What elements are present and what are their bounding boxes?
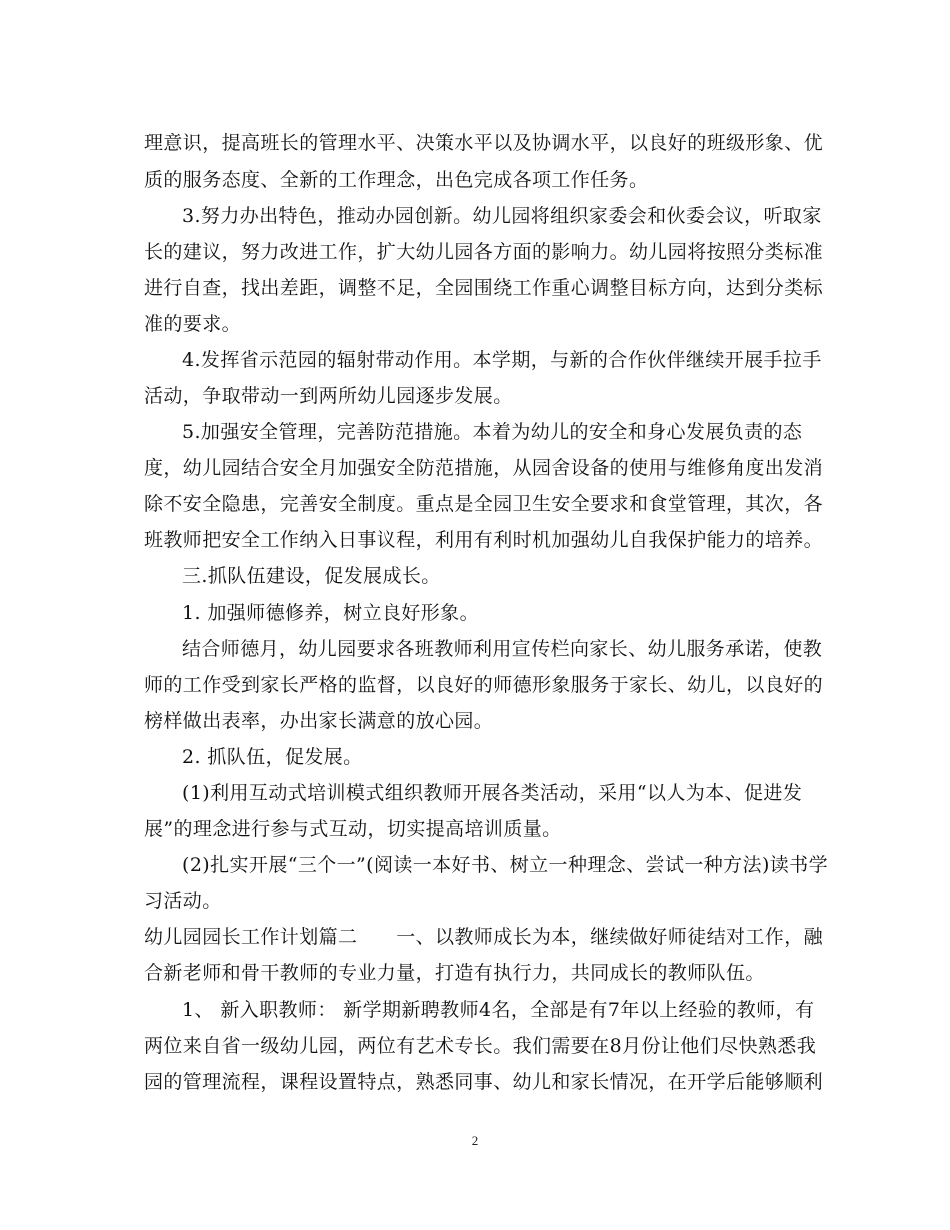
text-line: 结合师德月，幼儿园要求各班教师利用宣传栏向家长、幼儿服务承诺，使教: [182, 638, 823, 660]
subsection-heading: 2. 抓队伍，促发展。: [182, 746, 363, 768]
text-line: 5.加强安全管理，完善防范措施。本着为幼儿的安全和身心发展负责的态: [182, 421, 803, 443]
text-line: 准的要求。: [144, 313, 242, 335]
subsection-heading: 1. 加强师德修养，树立良好形象。: [182, 602, 479, 624]
text-line: 活动，争取带动一到两所幼儿园逐步发展。: [144, 385, 513, 407]
text-line: 合新老师和骨干教师的专业力量，打造有执行力，共同成长的教师队伍。: [144, 962, 765, 984]
text-line: 1、 新入职教师： 新学期新聘教师4名，全部是有7年以上经验的教师，有: [182, 999, 815, 1021]
text-line: 3.努力办出特色，推动办园创新。幼儿园将组织家委会和伙委会议，听取家: [182, 205, 822, 227]
text-line: 4.发挥省示范园的辐射带动作用。本学期，与新的合作伙伴继续开展手拉手: [182, 349, 822, 371]
text-line: 幼儿园园长工作计划篇二 一、以教师成长为本，继续做好师徒结对工作，融: [144, 926, 824, 948]
text-line: (2)扎实开展“三个一”(阅读一本好书、树立一种理念、尝试一种方法)读书学: [182, 854, 828, 876]
text-line: 度，幼儿园结合安全月加强安全防范措施，从园舍设备的使用与维修角度出发消: [144, 457, 824, 479]
text-line: (1)利用互动式培训模式组织教师开展各类活动，采用“以人为本、促进发: [182, 782, 803, 804]
text-line: 园的管理流程，课程设置特点，熟悉同事、幼儿和家长情况，在开学后能够顺利: [144, 1071, 824, 1093]
text-line: 榜样做出表率，办出家长满意的放心园。: [144, 710, 494, 732]
text-line: 质的服务态度、全新的工作理念，出色完成各项工作任务。: [144, 169, 649, 191]
text-line: 理意识，提高班长的管理水平、决策水平以及协调水平，以良好的班级形象、优: [144, 132, 824, 154]
page-number: 2: [471, 1133, 479, 1148]
text-line: 两位来自省一级幼儿园，两位有艺术专长。我们需要在8月份让他们尽快熟悉我: [144, 1035, 817, 1057]
text-line: 师的工作受到家长严格的监督，以良好的师德形象服务于家长、幼儿，以良好的: [144, 674, 824, 696]
text-line: 展”的理念进行参与式互动，切实提高培训质量。: [144, 818, 562, 840]
text-line: 进行自查，找出差距，调整不足，全园围绕工作重心调整目标方向，达到分类标: [144, 277, 824, 299]
text-line: 班教师把安全工作纳入日事议程，利用有利时机加强幼儿自我保护能力的培养。: [144, 529, 824, 551]
section-heading: 三.抓队伍建设，促发展成长。: [182, 565, 441, 587]
text-line: 除不安全隐患，完善安全制度。重点是全园卫生安全要求和食堂管理，其次，各: [144, 493, 824, 515]
text-line: 长的建议，努力改进工作，扩大幼儿园各方面的影响力。幼儿园将按照分类标准: [144, 241, 824, 263]
text-line: 习活动。: [144, 890, 222, 912]
